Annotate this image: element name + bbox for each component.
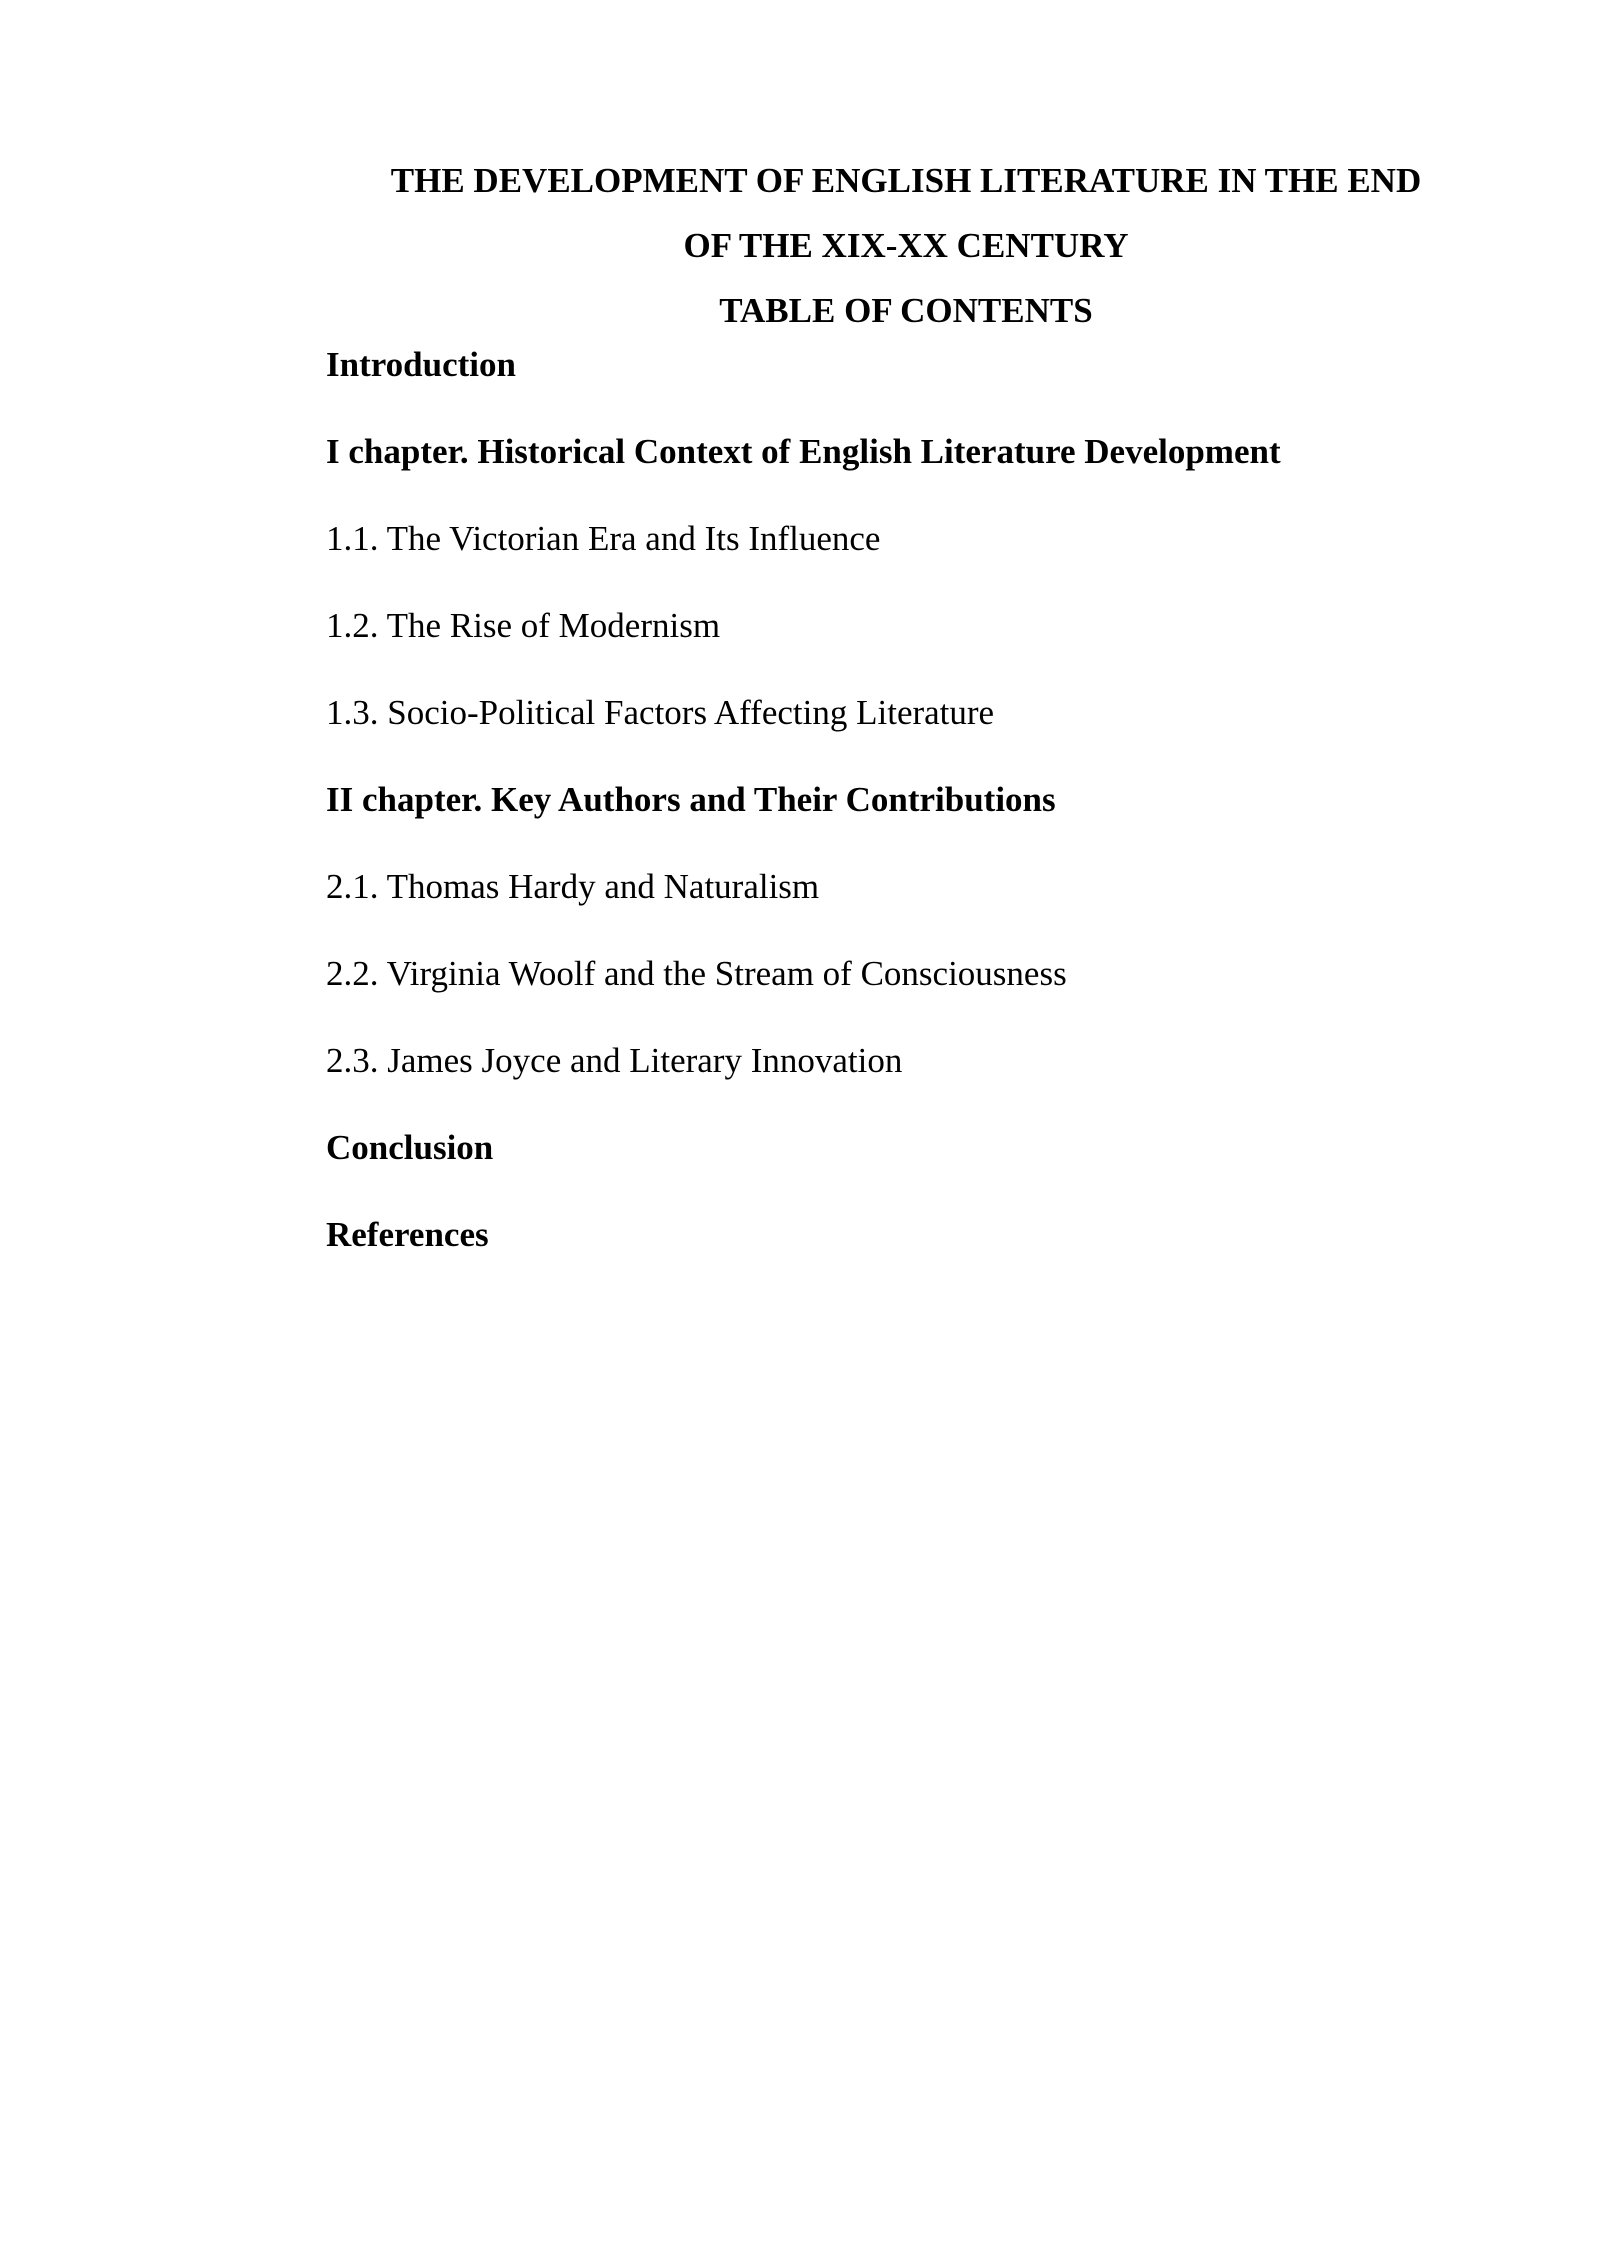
document-title [326,148,1486,343]
toc-entry-conclusion: Conclusion [326,1128,494,1167]
toc-entry-chapter-2: II chapter. Key Authors and Their Contributions [326,780,1056,819]
toc-entry-introduction: Introduction [326,345,516,384]
title-line-1: THE DEVELOPMENT OF ENGLISH LITERATURE IN THE END [390,161,1422,200]
toc-entry-1-3: 1.3. Socio-Political Factors Affecting Literature [326,693,995,732]
toc-entry-2-1: 2.1. Thomas Hardy and Naturalism [326,867,820,906]
toc-entry-references: References [326,1215,489,1254]
toc-heading: TABLE OF CONTENTS [719,291,1093,330]
table-of-contents [326,341,1526,1298]
toc-entry-1-1: 1.1. The Victorian Era and Its Influence [326,519,881,558]
toc-entry-2-2: 2.2. Virginia Woolf and the Stream of Consciousness [326,954,1067,993]
toc-entry-chapter-1: I chapter. Historical Context of English Literature Development [326,432,1281,471]
toc-entry-1-2: 1.2. The Rise of Modernism [326,606,721,645]
toc-entry-2-3: 2.3. James Joyce and Literary Innovation [326,1041,903,1080]
title-line-2: OF THE XIX-XX CENTURY [683,226,1129,265]
